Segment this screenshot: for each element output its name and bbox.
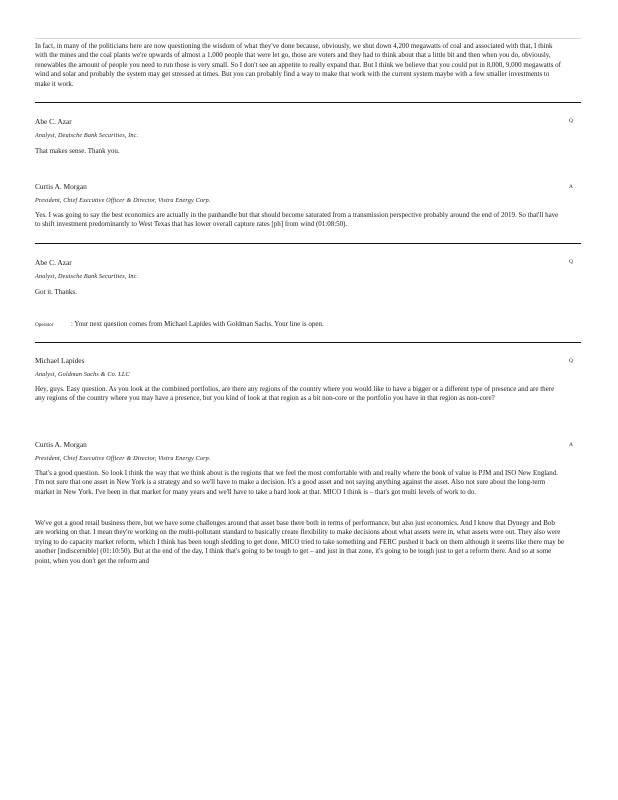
question-tag: Q xyxy=(569,118,573,124)
speaker-role: Analyst, Deutsche Bank Securities, Inc. xyxy=(35,273,139,280)
speech-paragraph: Hey, guys. Easy question. As you look at the combined portfolios, are there any regions of the country where you would like to have a bigger or a different type of presence and are there any regions of the country where you may have a presence, but you kind of look at that region as a bit non-core or the portfolio you have in that region as non-core? xyxy=(35,385,555,403)
divider xyxy=(35,102,581,103)
question-tag: Q xyxy=(569,358,573,364)
speech-paragraph: We've got a good retail business there, but we have some challenges around that asset base there both in terms of performance, but also just economics. And I know that Dynegy and Bob are working on that. I mean they're working on the multi-pollutant standard to basically create flexibility to make decisions about what assets were in, what assets were out. They also were trying to do capacity market reform, which I think has been tough sledding to get done. MICO tried to take something and FERC pushed it back on them although it seems like there may be another [indiscernible] (01:10:50). But at the end of the day, I think that's going to be tough to get – and just in that zone, it's going to be tough just to get a reform there. And so at some point, when you don't get the reform and xyxy=(35,519,565,565)
operator-text: : Your next question comes from Michael Lapides with Goldman Sachs. Your line is open. xyxy=(71,320,324,328)
speaker-name: Curtis A. Morgan xyxy=(35,440,87,449)
speaker-name: Curtis A. Morgan xyxy=(35,182,87,191)
top-divider xyxy=(35,38,581,39)
divider xyxy=(35,243,581,244)
divider xyxy=(35,342,581,343)
speech-paragraph: Yes. I was going to say the best economics are actually in the panhandle but that should become saturated from a transmission perspective probably around the end of 2019. So that'll have to shift investment predominantly to West Texas that has lower overall capture rates [ph] from wind (01:08:50). xyxy=(35,211,559,229)
speech-paragraph: That makes sense. Thank you. xyxy=(35,147,120,155)
speech-paragraph: That's a good question. So look I think the way that we think about is the regions that we feel the most comfortable with and really where the book of value is PJM and ISO New England. I'm not sure that one asset in New York is a strategy and so we'll have to make a decision. It's a good asset and not saying anything against the asset. Also not sure about the long-term market in New York. I've been in that market for many years and we'll have to take a hard look at that. MICO I think is – that's got multi levels of work to do. xyxy=(35,469,559,496)
question-tag: Q xyxy=(569,259,573,265)
speaker-role: President, Chief Executive Officer & Director, Vistra Energy Corp. xyxy=(35,455,211,462)
operator-label: Operator xyxy=(35,322,54,328)
intro-paragraph: In fact, in many of the politicians here are now questioning the wisdom of what they've done because, obviously, we shut down 4,200 megawatts of coal and associated with that, I think with the mines and the coal plants we're upwards of almost a 1,000 people that were let go, those are voters and they had to think about that a little bit and then when you do, obviously, renewables the amount of people you need to run those is very small. So I don't see an appetite to really expand that. But I think we believe that you could put in 8,000, 9,000 megawatts of wind and solar and probably the system may get stressed at times. But you can probably find a way to make that work with the current system maybe with a few smaller investments to make it work. xyxy=(35,42,561,88)
speaker-role: President, Chief Executive Officer & Director, Vistra Energy Corp. xyxy=(35,197,211,204)
speaker-name: Abe C. Azar xyxy=(35,117,72,126)
speaker-role: Analyst, Deutsche Bank Securities, Inc. xyxy=(35,132,139,139)
speaker-name: Michael Lapides xyxy=(35,356,85,365)
speaker-role: Analyst, Goldman Sachs & Co. LLC xyxy=(35,371,130,378)
answer-tag: A xyxy=(569,442,573,448)
speech-paragraph: Got it. Thanks. xyxy=(35,288,77,296)
answer-tag: A xyxy=(569,184,573,190)
speaker-name: Abe C. Azar xyxy=(35,258,72,267)
